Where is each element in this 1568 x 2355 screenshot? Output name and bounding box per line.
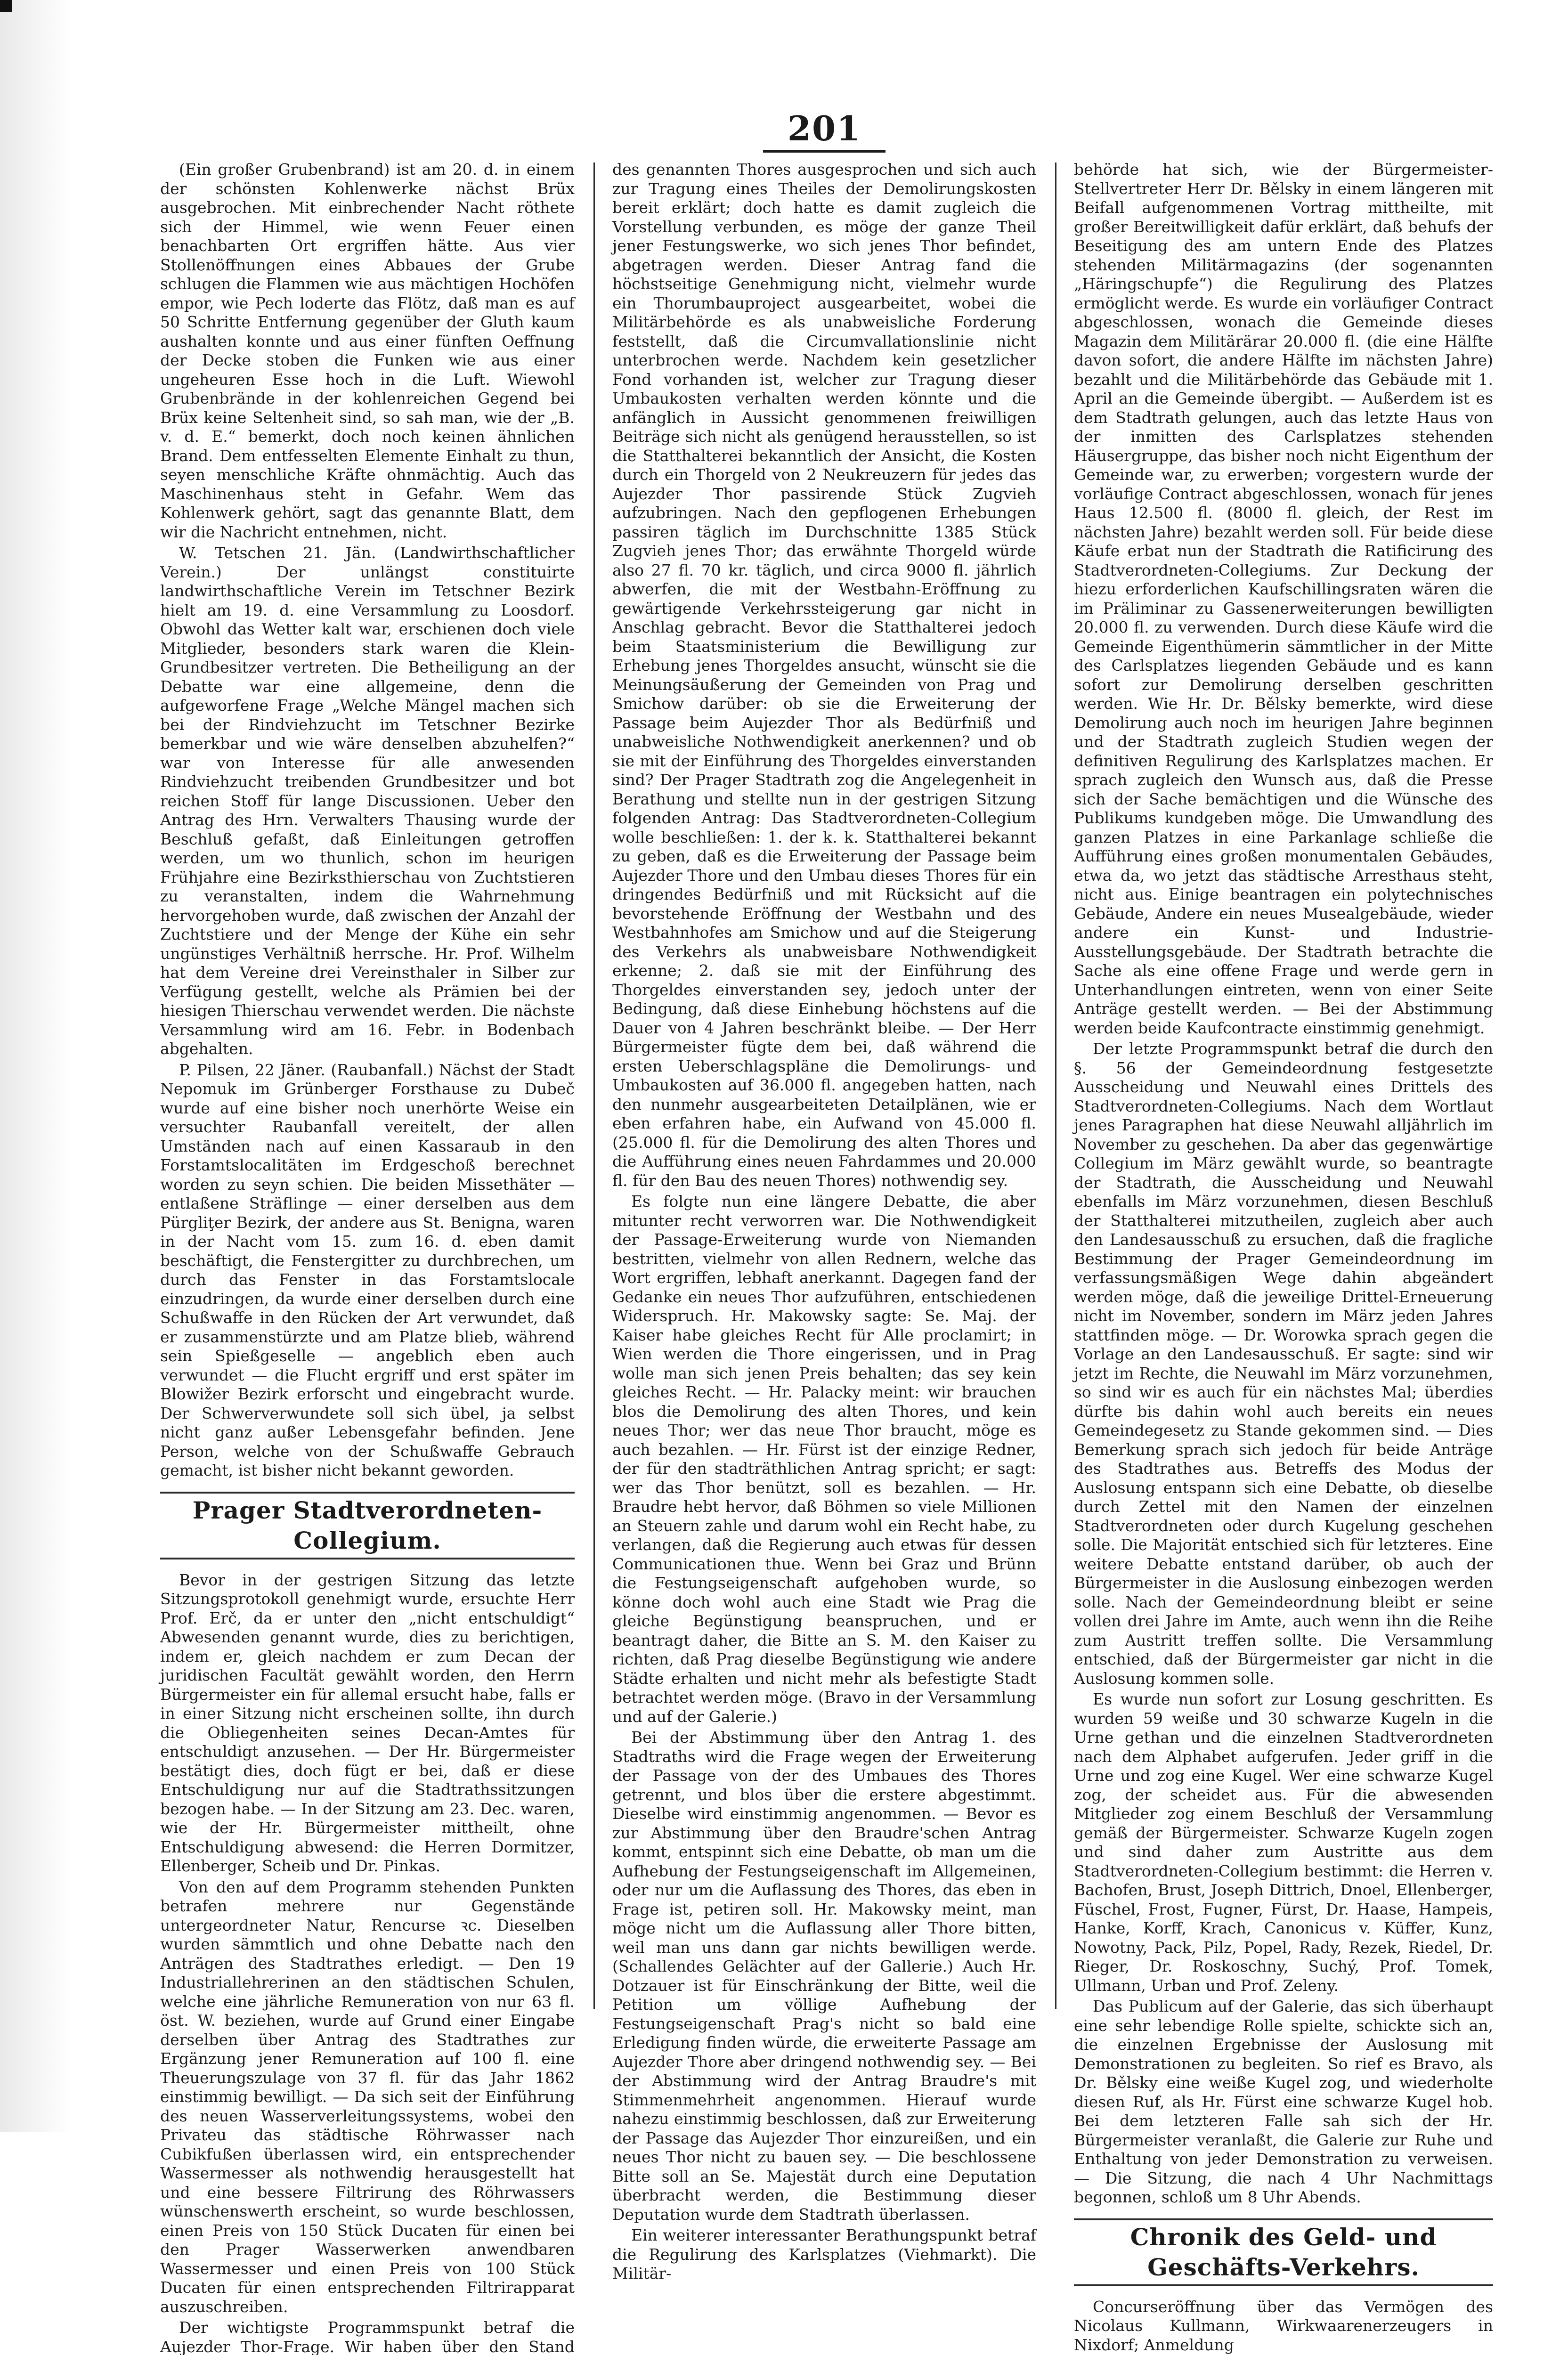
section-heading-stadtverordneten: Prager Stadtverordneten-Collegium.	[160, 1492, 575, 1559]
article-paragraph: Concurseröffnung über das Vermögen des Nicolaus Kullmann, Wirkwaarenerzeugers in Nixdorf; Anmeldung	[1074, 2297, 1493, 2354]
page-number-underline	[763, 150, 886, 153]
article-grubenbrand: (Ein großer Grubenbrand) ist am 20. d. in einem der schönsten Kohlenwerke nächst Brüx ausgebrochen. Mit einbrechender Nacht röthete sich der Himmel, wie wenn Feuer einen benachbarten Ort ergriffen hätte. Aus vier Stollenöffnungen eines Abbaues der Grube schlugen die Flammen wie aus mächtigen Hochöfen empor, wie Pech loderte das Flötz, daß man es auf 50 Schritte Entfernung gegenüber der Gluth kaum aushalten konnte und aus einer fünften Oeffnung der Decke stoben die Funken wie aus einer ungeheuren Esse hoch in die Luft. Wiewohl Grubenbrände in der kohlenreichen Gegend bei Brüx keine Seltenheit sind, so sah man, wie der „B. v. d. E.“ bemerkt, doch noch keinen ähnlichen Brand. Dem entfesselten Elemente Einhalt zu thun, seyen menschliche Kräfte ohnmächtig. Auch das Maschinenhaus steht in Gefahr. Wem das Kohlenwerk gehört, sagt das genannte Blatt, dem wir die Nachricht entnehmen, nicht.	[160, 160, 575, 541]
article-paragraph: Der wichtigste Programmspunkt betraf die Aujezder Thor-Frage. Wir haben über den Stand	[160, 2318, 575, 2355]
article-paragraph: des genannten Thores ausgesprochen und sich auch zur Tragung eines Theiles der Demolirungskosten bereit erklärt; doch hatte es damit zugleich die Vorstellung verbunden, es möge der ganze Theil jener Festungswerke, wo sich jenes Thor befindet, abgetragen werden. Dieser Antrag fand die höchstseitige Genehmigung nicht, vielmehr wurde ein Thorumbauproject ausgearbeitet, wobei die Militärbehörde es als unabweisliche Forderung feststellt, daß die Circumvallationslinie nicht unterbrochen werde. Nachdem kein gesetzlicher Fond vorhanden ist, welcher zur Tragung dieser Umbaukosten verhalten werden könnte und die anfänglich in Aussicht genommenen freiwilligen Beiträge sich nicht als genügend herausstellen, so ist die Statthalterei bekanntlich der Ansicht, die Kosten durch ein Thorgeld von 2 Neukreuzern für jedes das Aujezder Thor passirende Stück Zugvieh aufzubringen. Nach den gepflogenen Erhebungen passiren täglich im Durchschnitte 1385 Stück Zugvieh jenes Thor; das erwähnte Thorgeld würde also 27 fl. 70 kr. täglich, und circa 9000 fl. jährlich abwerfen, die mit der Westbahn-Eröffnung zu gewärtigende Verkehrssteigerung gar nicht in Anschlag gebracht. Bevor die Statthalterei jedoch beim Staatsministerium die Bewilligung zur Erhebung jenes Thorgeldes ansucht, wünscht sie die Meinungsäußerung der Gemeinden von Prag und Smichow darüber: ob sie die Erweiterung der Passage beim Aujezder Thor als Bedürfniß und unabweisliche Nothwendigkeit anerkennen? und ob sie mit der Einführung des Thorgeldes einverstanden sind? Der Prager Stadtrath zog die Angelegenheit in Berathung und stellte nun in der gestrigen Sitzung folgenden Antrag: Das Stadtverordneten-Collegium wolle beschließen: 1. der k. k. Statthalterei bekannt zu geben, daß es die Erweiterung der Passage beim Aujezder Thore und den Umbau dieses Thores für ein dringendes Bedürfniß und mit Rücksicht auf die bevorstehende Eröffnung der Westbahn und des Westbahnhofes am Smichow und auf die Steigerung des Verkehrs als unabweisbare Nothwendigkeit erkenne; 2. daß sie mit der Einführung des Thorgeldes einverstanden sey, jedoch unter der Bedingung, daß diese Einhebung höchstens auf die Dauer von 4 Jahren beschränkt bleibe. — Der Herr Bürgermeister fügte dem bei, daß während die ersten Ueberschlagspläne die Demolirungs- und Umbaukosten auf 36.000 fl. angegeben hatten, nach den nunmehr ausgearbeiteten Detailplänen, wie er eben erfahren habe, ein Aufwand von 45.000 fl. (25.000 fl. für die Demolirung des alten Thores und die Aufführung eines neuen Fahrdammes und 20.000 fl. für den Bau des neuen Thores) nothwendig sey.	[612, 160, 1036, 1190]
left-column	[160, 160, 575, 2355]
article-paragraph: behörde hat sich, wie der Bürgermeister-Stellvertreter Herr Dr. Bělsky in einem längeren mit Beifall aufgenommenen Vortrag mittheilte, mit großer Bereitwilligkeit dafür erklärt, daß behufs der Beseitigung des am untern Ende des Platzes stehenden Militärmagazins (der sogenannten „Häringschupfe“) die Regulirung des Platzes ermöglicht werde. Es wurde ein vorläufiger Contract abgeschlossen, wonach die Gemeinde dieses Magazin dem Militärärar 20.000 fl. (die eine Hälfte davon sofort, die andere Hälfte im nächsten Jahre) bezahlt und die Militärbehörde das Gebäude mit 1. April an die Gemeinde übergibt. — Außerdem ist es dem Stadtrath gelungen, auch das letzte Haus von der inmitten des Carlsplatzes stehenden Häusergruppe, das bisher noch nicht Eigenthum der Gemeinde war, zu erwerben; vorgestern wurde der vorläufige Contract abgeschlossen, wonach für jenes Haus 12.500 fl. (8000 fl. gleich, der Rest im nächsten Jahre) bezahlt werden soll. Für beide diese Käufe erbat nun der Stadtrath die Ratificirung des Stadtverordneten-Collegiums. Zur Deckung der hiezu erforderlichen Kaufschillingsraten wären die im Präliminar zu Gassenerweiterungen bewilligten 20.000 fl. zu verwenden. Durch diese Käufe wird die Gemeinde Eigenthümerin sämmtlicher in der Mitte des Carlsplatzes liegenden Gebäude und es kann sofort zur Demolirung derselben geschritten werden. Wie Hr. Dr. Bělsky bemerkte, wird diese Demolirung auch noch im heurigen Jahre beginnen und der Stadtrath zugleich Studien wegen der definitiven Regulirung des Karlsplatzes machen. Er sprach zugleich den Wunsch aus, daß die Presse sich der Sache bemächtigen und die Wünsche des Publikums kundgeben möge. Die Umwandlung des ganzen Platzes in eine Parkanlage schließe die Aufführung eines großen monumentalen Gebäudes, etwa da, wo jetzt das städtische Arresthaus steht, nicht aus. Einige beantragen ein polytechnisches Gebäude, Andere ein neues Musealgebäude, wieder andere ein Kunst- und Industrie-Ausstellungsgebäude. Der Stadtrath betrachte die Sache als eine offene Frage und werde gern in Unterhandlungen eintreten, wenn von einer Seite Anträge gestellt werden. — Bei der Abstimmung werden beide Kaufcontracte einstimmig genehmigt.	[1074, 160, 1493, 1037]
newspaper-page	[160, 80, 1493, 2355]
article-tetschen: W. Tetschen 21. Jän. (Landwirthschaftlicher Verein.) Der unlängst constituirte landwirthschaftliche Verein im Tetschner Bezirk hielt am 19. d. eine Versammlung zu Loosdorf. Obwohl das Wetter kalt war, erschienen doch viele Mitglieder, besonders stark waren die Klein-Grundbesitzer vertreten. Die Betheiligung an der Debatte war eine allgemeine, denn die aufgeworfene Frage „Welche Mängel machen sich bei der Rindviehzucht im Tetschner Bezirke bemerkbar und wie wäre denselben abzuhelfen?“ war von Interesse für alle anwesenden Rindviehzucht treibenden Grundbesitzer und bot reichen Stoff für lange Discussionen. Ueber den Antrag des Hrn. Verwalters Thausing wurde der Beschluß gefaßt, daß Einleitungen getroffen werden, um wo thunlich, schon im heurigen Frühjahre eine Bezirksthierschau von Zuchtstieren zu veranstalten, indem die Wahrnehmung hervorgehoben wurde, daß zwischen der Anzahl der Zuchtstiere und der Menge der Kühe ein sehr ungünstiges Verhältniß herrsche. Hr. Prof. Wilhelm hat dem Vereine drei Vereinsthaler in Silber zur Verfügung gestellt, welche als Prämien bei der hiesigen Thierschau verwendet werden. Die nächste Versammlung wird am 16. Febr. in Bodenbach abgehalten.	[160, 544, 575, 1058]
column-divider	[1055, 162, 1056, 2009]
article-paragraph: Der letzte Programmspunkt betraf die durch den §. 56 der Gemeindeordnung festgesetzte Ausscheidung und Neuwahl eines Drittels des Stadtverordneten-Collegiums. Nach dem Wortlaut jenes Paragraphen hat diese Neuwahl alljährlich im November zu geschehen. Da aber das gegenwärtige Collegium im März gewählt wurde, so beantragte der Stadtrath, die Ausscheidung und Neuwahl ebenfalls im März vorzunehmen, diesen Beschluß der Statthalterei mitzutheilen, zugleich aber auch den Landesausschuß zu ersuchen, daß die fragliche Bestimmung der Prager Gemeindeordnung im verfassungsmäßigen Wege dahin abgeändert werden möge, daß die jeweilige Drittel-Erneuerung nicht im November, sondern im März jeden Jahres stattfinden möge. — Dr. Worowka sprach gegen die Vorlage an den Landesausschuß. Er sagte: sind wir jetzt im Rechte, die Neuwahl im März vorzunehmen, so sind wir es auch für ein nächstes Mal; überdies dürfte bis dahin wohl auch bereits ein neues Gemeindegesetz zu Stande gekommen sind. — Dies Bemerkung sprach sich jedoch für beide Anträge des Stadtrathes aus. Betreffs des Modus der Auslosung entspann sich eine Debatte, ob dieselbe durch Zettel mit den Namen der einzelnen Stadtverordneten oder durch Kugelung geschehen solle. Die Majorität entschied sich für letzteres. Eine weitere Debatte entstand darüber, ob auch der Bürgermeister in die Auslosung einbezogen werden solle. Nach der Gemeindeordnung bleibt er seine vollen drei Jahre im Amte, auch wenn ihn die Reihe zum Austritt treffen sollte. Die Versammlung entschied, daß der Bürgermeister gar nicht in die Auslosung kommen solle.	[1074, 1039, 1493, 1688]
page-number: 201	[787, 108, 861, 148]
section-heading-chronik: Chronik des Geld- und Geschäfts-Verkehrs.	[1074, 2218, 1493, 2286]
article-paragraph: Es wurde nun sofort zur Losung geschritten. Es wurden 59 weiße und 30 schwarze Kugeln in die Urne gethan und die einzelnen Stadtverordneten nach dem Alphabet aufgerufen. Jeder griff in die Urne und zog eine Kugel. Wer eine schwarze Kugel zog, der scheidet aus. Für die abwesenden Mitglieder zog einem Beschluß der Versammlung gemäß der Bürgermeister. Schwarze Kugeln zogen und sind daher zum Austritte aus dem Stadtverordneten-Collegium bestimmt: die Herren v. Bachofen, Brust, Joseph Dittrich, Dnoel, Ellenberger, Füschel, Frost, Fugner, Fürst, Dr. Haase, Hampeis, Hanke, Korff, Krach, Canonicus v. Küffer, Kunz, Nowotny, Pack, Pilz, Popel, Rady, Rezek, Riedel, Dr. Rieger, Dr. Roskoschny, Suchý, Prof. Tomek, Ullmann, Urban und Prof. Zeleny.	[1074, 1690, 1493, 1995]
article-paragraph: Von den auf dem Programm stehenden Punkten betrafen mehrere nur Gegenstände untergeordneter Natur, Rencurse ꝛc. Dieselben wurden sämmtlich und ohne Debatte nach den Anträgen des Stadtrathes erledigt. — Den 19 Industriallehrerinen an den städtischen Schulen, welche eine jährliche Remuneration von nur 63 fl. öst. W. beziehen, wurde auf Grund einer Eingabe derselben über Antrag des Stadtrathes zur Ergänzung jener Remuneration auf 100 fl. eine Theuerungszulage von 37 fl. für das Jahr 1862 einstimmig bewilligt. — Da sich seit der Einführung des neuen Wasserverleitungssystems, wobei den Privateu das städtische Röhrwasser nach Cubikfußen überlassen wird, ein entsprechender Wassermesser als nothwendig herausgestellt hat und eine bessere Filtrirung des Röhrwassers wünschenswerth erscheint, so wurde beschlossen, einen Preis von 150 Stück Ducaten für einen bei den Prager Wasserwerken anwendbaren Wassermesser und einen Preis von 100 Stück Ducaten für einen entsprechenden Filtrirapparat auszuschreiben.	[160, 1877, 575, 2316]
article-paragraph: Bei der Abstimmung über den Antrag 1. des Stadtraths wird die Frage wegen der Erweiterung der Passage von der des Umbaues des Thores getrennt, und blos über die erstere abgestimmt. Dieselbe wird einstimmig angenommen. — Bevor es zur Abstimmung über den Braudre'schen Antrag kommt, entspinnt sich eine Debatte, ob man um die Aufhebung der Festungseigenschaft im Allgemeinen, oder nur um die Auflassung des Thores, das eben in Frage ist, petiren soll. Hr. Makowsky meint, man möge nicht um die Auflassung aller Thore bitten, weil man uns dann gar nichts bewilligen werde. (Schallendes Gelächter auf der Gallerie.) Auch Hr. Dotzauer ist für Einschränkung der Bitte, weil die Petition um völlige Aufhebung der Festungseigenschaft Prag's nicht so bald eine Erledigung finden würde, die erweiterte Passage am Aujezder Thore aber dringend nothwendig sey. — Bei der Abstimmung wird der Antrag Braudre's mit Stimmenmehrheit angenommen. Hierauf wurde nahezu einstimmig beschlossen, daß zur Erweiterung der Passage das Aujezder Thor einzureißen, und ein neues Thor nicht zu bauen sey. — Die beschlossene Bitte soll an Se. Majestät durch eine Deputation überbracht werden, die Bestimmung dieser Deputation wurde dem Stadtrath überlassen.	[612, 1728, 1036, 2224]
scan-corner-mark	[0, 0, 12, 12]
article-paragraph: Das Publicum auf der Galerie, das sich überhaupt eine sehr lebendige Rolle spielte, schickte sich an, die einzelnen Ergebnisse der Auslosung mit Demonstrationen zu begleiten. So rief es Bravo, als Dr. Bělsky eine weiße Kugel zog, und wiederholte diesen Ruf, als Hr. Fürst eine schwarze Kugel hob. Bei dem letzteren Falle sah sich der Hr. Bürgermeister veranlaßt, die Galerie zur Ruhe und Enthaltung von jeder Demonstration zu verweisen. — Die Sitzung, die nach 4 Uhr Nachmittags begonnen, schloß um 8 Uhr Abends.	[1074, 1997, 1493, 2206]
middle-column	[612, 160, 1036, 2282]
article-paragraph: Bevor in der gestrigen Sitzung das letzte Sitzungsprotokoll genehmigt wurde, ersuchte Herr Prof. Erč, da er unter den „nicht entschuldigt“ Abwesenden genannt wurde, dies zu berichtigen, indem er, gleich nachdem er zum Decan der juridischen Facultät gewählt worden, den Herrn Bürgermeister ein für allemal ersucht habe, falls er in einer Sitzung nicht erscheinen sollte, ihn durch die Obliegenheiten seines Decan-Amtes für entschuldigt anzusehen. — Der Hr. Bürgermeister bestätigt dies, doch fügt er bei, daß er diese Entschuldigung nur auf die Stadtrathssitzungen bezogen habe. — In der Sitzung am 23. Dec. waren, wie der Hr. Bürgermeister mittheilt, ohne Entschuldigung abwesend: die Herren Dormitzer, Ellenberger, Scheib und Dr. Pinkas.	[160, 1570, 575, 1875]
article-paragraph: Ein weiterer interessanter Berathungspunkt betraf die Regulirung des Karlsplatzes (Viehmarkt). Die Militär-	[612, 2226, 1036, 2282]
article-pilsen: P. Pilsen, 22 Jäner. (Raubanfall.) Nächst der Stadt Nepomuk im Grünberger Forsthause zu Dubeč wurde auf eine bisher noch unerhörte Weise ein versuchter Raubanfall vereitelt, der allen Umständen nach auf einen Kassaraub in den Forstamtslocalitäten im Erdgeschoß berechnet worden zu seyn schien. Die beiden Missethäter — entlaßene Sträflinge — einer derselben aus dem Pürgliţer Bezirk, der andere aus St. Benigna, waren in der Nacht vom 15. zum 16. d. eben damit beschäftigt, die Fenstergitter zu durchbrechen, um durch das Fenster in das Forstamtslocale einzudringen, da wurde einer derselben durch eine Schußwaffe in den Rücken der Art verwundet, daß er zusammenstürzte und am Platze blieb, während sein Spießgeselle — angeblich eben auch verwundet — die Flucht ergriff und erst später im Blowižer Bezirk erforscht und eingebracht wurde. Der Schwerverwundete soll sich übel, ja selbst nicht ganz außer Lebensgefahr befinden. Jene Person, welche von der Schußwaffe Gebrauch gemacht, ist bisher nicht bekannt geworden.	[160, 1060, 575, 1479]
article-paragraph: Es folgte nun eine längere Debatte, die aber mitunter recht verworren war. Die Nothwendigkeit der Passage-Erweiterung wurde von Niemanden bestritten, vielmehr von allen Rednern, welche das Wort ergriffen, lebhaft anerkannt. Dagegen fand der Gedanke ein neues Thor aufzuführen, entschiedenen Widerspruch. Hr. Makowsky sagte: Se. Maj. der Kaiser habe gleiches Recht für Alle proclamirt; in Wien werden die Thore eingerissen, und in Prag wolle man sich jenen Preis behalten; das sey kein gleiches Recht. — Hr. Palacky meint: wir brauchen blos die Demolirung des alten Thores, und kein neues Thor; wer das neue Thor braucht, möge es auch bezahlen. — Hr. Fürst ist der einzige Redner, der für den stadträthlichen Antrag spricht; er sagt: wer das Thor benützt, soll es bezahlen. — Hr. Braudre hebt hervor, daß Böhmen so viele Millionen an Steuern zahle und darum wohl ein Recht habe, zu verlangen, daß die Regierung auch etwas für dessen Communicationen thue. Wenn bei Graz und Brünn die Festungseigenschaft aufgehoben wurde, so könne doch wohl auch eine Stadt wie Prag die gleiche Begünstigung beanspruchen, und er beantragt daher, die Bitte an S. M. den Kaiser zu richten, daß Prag dieselbe Begünstigung wie andere Städte erhalten und nicht mehr als befestigte Stadt betrachtet werden möge. (Bravo in der Versammlung und auf der Galerie.)	[612, 1192, 1036, 1726]
right-column	[1074, 160, 1493, 2354]
binding-shadow	[0, 0, 71, 2132]
column-divider	[593, 162, 595, 2009]
